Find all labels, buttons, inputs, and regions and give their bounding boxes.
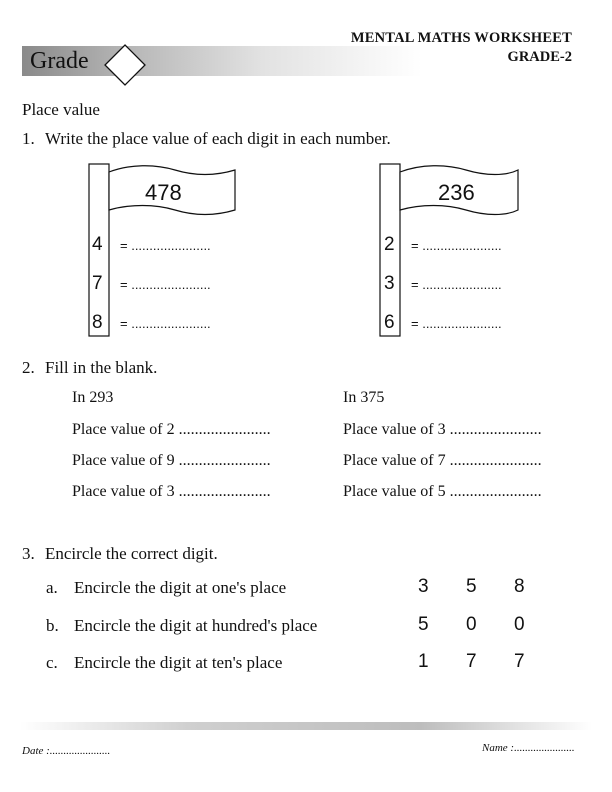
q2-text: Fill in the blank.	[45, 358, 158, 377]
q3-item-letter: c.	[46, 653, 58, 672]
date-field[interactable]: Date :......................	[22, 745, 111, 757]
worksheet-grade: GRADE-2	[507, 49, 572, 65]
fill-blank-item[interactable]: Place value of 3 .......................	[343, 421, 542, 438]
encircle-digit[interactable]: 8	[514, 576, 525, 597]
fill-blank-item[interactable]: Place value of 2 .......................	[72, 421, 271, 438]
q1-number: 1.	[22, 129, 35, 148]
q2-heading: In 293	[72, 389, 114, 406]
encircle-digit[interactable]: 5	[466, 576, 477, 597]
worksheet-title: MENTAL MATHS WORKSHEET	[350, 30, 572, 46]
q3-number: 3.	[22, 544, 35, 563]
answer-blank[interactable]: = ......................	[411, 277, 502, 292]
q3-item-letter: a.	[46, 578, 58, 597]
q1-text: Write the place value of each digit in each number.	[45, 129, 391, 148]
encircle-digit[interactable]: 7	[466, 651, 477, 672]
diamond-icon	[104, 44, 146, 86]
pole-digit: 7	[92, 273, 103, 294]
fill-blank-item[interactable]: Place value of 7 .......................	[343, 452, 542, 469]
name-field[interactable]: Name :......................	[482, 742, 575, 754]
pole-digit: 8	[92, 312, 103, 333]
answer-blank[interactable]: = ......................	[120, 238, 211, 253]
q3-item-text: Encircle the digit at one's place	[74, 578, 287, 597]
answer-blank[interactable]: = ......................	[411, 238, 502, 253]
pole-digit: 4	[92, 234, 103, 255]
fill-blank-item[interactable]: Place value of 5 .......................	[343, 483, 542, 500]
encircle-digit[interactable]: 0	[466, 614, 477, 635]
q3-item-text: Encircle the digit at ten's place	[74, 653, 283, 672]
pole-digit: 6	[384, 312, 395, 333]
encircle-digit[interactable]: 7	[514, 651, 525, 672]
encircle-digit[interactable]: 3	[418, 576, 429, 597]
flag-number: 236	[438, 180, 475, 205]
answer-blank[interactable]: = ......................	[120, 316, 211, 331]
fill-blank-item[interactable]: Place value of 9 .......................	[72, 452, 271, 469]
q3-item-text: Encircle the digit at hundred's place	[74, 616, 318, 635]
pole-digit: 3	[384, 273, 395, 294]
q3-item-letter: b.	[46, 616, 59, 635]
answer-blank[interactable]: = ......................	[411, 316, 502, 331]
footer-divider	[20, 722, 592, 730]
fill-blank-item[interactable]: Place value of 3 .......................	[72, 483, 271, 500]
answer-blank[interactable]: = ......................	[120, 277, 211, 292]
q2-number: 2.	[22, 358, 35, 377]
q3-text: Encircle the correct digit.	[45, 544, 218, 563]
flag-number: 478	[145, 180, 182, 205]
q2-heading: In 375	[343, 389, 385, 406]
encircle-digit[interactable]: 1	[418, 651, 429, 672]
topic-title: Place value	[22, 100, 100, 119]
encircle-digit[interactable]: 5	[418, 614, 429, 635]
pole-digit: 2	[384, 234, 395, 255]
encircle-digit[interactable]: 0	[514, 614, 525, 635]
grade-label: Grade	[30, 48, 89, 74]
